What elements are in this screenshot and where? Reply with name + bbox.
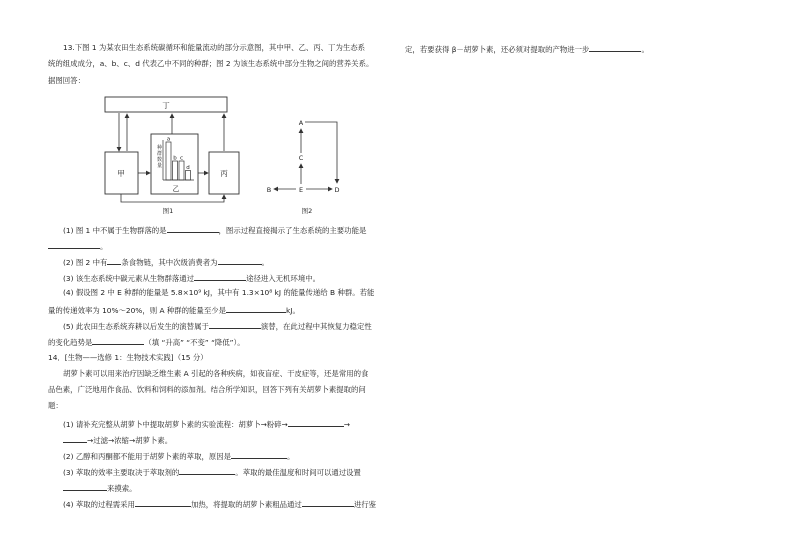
q13-sub4-text-c: kJ。 <box>286 306 300 315</box>
fig1-label-jia: 甲 <box>117 169 125 178</box>
q13-sub4-blank[interactable] <box>226 304 286 313</box>
q13-sub1-text-c: 。 <box>100 242 108 251</box>
q13-sub3 <box>63 272 320 284</box>
q14-sub1-text-c: →过滤→浓缩→胡萝卜素。 <box>87 436 173 445</box>
q14-sub3-blank-2[interactable] <box>63 482 107 491</box>
fig1-label-bing: 丙 <box>220 169 228 178</box>
q14-sub2-text-b: 。 <box>287 452 295 461</box>
q13-sub1-blank-1[interactable] <box>167 224 219 233</box>
q14-sub4-text-c: 进行鉴 <box>353 500 377 509</box>
q14-sub1-blank-2[interactable] <box>63 434 87 443</box>
q13-sub2-blank-1[interactable] <box>107 256 121 265</box>
q13-sub4-line1: (4) 假设图 2 中 E 种群的能量是 5.8×10⁹ kJ，其中有 1.3×10⁸ kJ 的能量传递给 B 种群。若能 <box>63 288 375 297</box>
right-column-blank[interactable] <box>589 43 641 52</box>
q14-sub3-text-b: 。萃取的最佳温度和时间可以通过设置 <box>235 468 361 477</box>
fig1-ylabel: 种 群 数 量 <box>157 145 163 169</box>
fig1-label-ding: 丁 <box>162 101 170 110</box>
q14-sub2-text-a: (2) 乙醇和丙酮都不能用于胡萝卜素的萃取，原因是 <box>63 452 232 461</box>
q13-sub2-text-a: (2) 图 2 中有 <box>63 258 108 267</box>
q14-sub4-blank-2[interactable] <box>302 498 354 507</box>
q14-sub3-text-a: (3) 萃取的效率主要取决于萃取剂的 <box>63 468 180 477</box>
q13-sub1-line1 <box>63 224 366 236</box>
right-column-text-a: 定，若要获得 β－胡萝卜素，还必须对提取的产物进一步 <box>405 45 590 54</box>
q14-sub3-line2 <box>63 482 137 494</box>
q13-sub2-text-b: 条食物链，其中次级消费者为 <box>121 258 218 267</box>
fig2-node-b: B <box>266 186 272 194</box>
q14-sub4-text-a: (4) 萃取的过程需采用 <box>63 500 135 509</box>
fig2-arrow-a-to-d <box>305 122 337 183</box>
q13-sub5-text-b: 演替，在此过程中其恢复力稳定性 <box>260 322 372 331</box>
q13-sub5-text-d: （填 “升高” “不变” “降低”）。 <box>144 338 245 347</box>
fig1-box-bing <box>209 152 239 194</box>
q13-intro-line-2: 统的组成成分，a、b、c、d 代表乙中不同的种群；图 2 为该生态系统中部分生物之间的营养关系。 <box>48 59 374 68</box>
q14-sub2-blank[interactable] <box>231 450 287 459</box>
fig1-bar-d <box>186 171 191 181</box>
q14-sub4-text-b: 加热，将提取的胡萝卜素粗品通过 <box>190 500 302 509</box>
q14-sub2 <box>63 450 294 462</box>
q13-sub5-blank-1[interactable] <box>209 320 261 329</box>
q14-sub4 <box>63 498 376 510</box>
q14-sub1-text-b: → <box>343 420 350 429</box>
q13-sub4-text-b: 量的传递效率为 10%～20%，则 A 种群的能量至少是 <box>48 306 226 315</box>
q13-intro-line-3: 据图回答： <box>48 76 85 85</box>
q13-sub2 <box>63 256 269 268</box>
q14-sub3-line1 <box>63 466 361 478</box>
q14-sub1-blank-1[interactable] <box>288 418 344 427</box>
fig1-box-yi <box>151 134 198 194</box>
q13-sub5-text-c: 的变化趋势是 <box>48 338 93 347</box>
q14-sub1-text-a: (1) 请补充完整从胡萝卜中提取胡萝卜素的实验流程：胡萝卜→粉碎→ <box>63 420 288 429</box>
q13-sub4-line2 <box>48 304 300 316</box>
q13-sub5-line2 <box>48 336 245 348</box>
q14-para-line-2: 品色素，广泛地用作食品、饮料和饲料的添加剂。结合所学知识，回答下列有关胡萝卜素提取的问 <box>48 385 366 394</box>
q13-sub3-text-a: (3) 该生态系统中碳元素从生物群落通过 <box>63 274 195 283</box>
q14-sub3-blank-1[interactable] <box>179 466 235 475</box>
q13-sub5-line1 <box>63 320 372 332</box>
q13-sub3-blank[interactable] <box>194 272 246 281</box>
fig2-node-c: C <box>298 154 304 162</box>
fig1-arrow-jia-to-bing-bottom <box>121 194 224 202</box>
fig1-bar-c <box>179 161 184 180</box>
fig2-caption: 图2 <box>301 207 313 215</box>
fig1-box-jia <box>105 152 138 194</box>
fig1-bar-a <box>166 142 171 180</box>
q14-para-line-1: 胡萝卜素可以用来治疗因缺乏维生素 A 引起的各种疾病，如夜盲症、干皮症等，还是常用的食 <box>63 369 369 378</box>
fig2-node-e: E <box>298 186 304 194</box>
right-column-text-b: 。 <box>641 45 649 54</box>
q13-intro-line-1: 13.下图 1 为某农田生态系统碳循环和能量流动的部分示意图，其中甲、乙、丙、丁为生态系 <box>63 43 366 52</box>
right-column-line-1 <box>405 43 649 55</box>
q14-sub3-text-c: 来摸索。 <box>107 484 137 493</box>
q13-sub5-text-a: (5) 此农田生态系统弃耕以后发生的演替属于 <box>63 322 209 331</box>
fig1-caption: 图1 <box>162 207 174 215</box>
q13-sub1-text-b: ，图示过程直接揭示了生态系统的主要功能是 <box>218 226 367 235</box>
fig1-box-ding <box>105 97 227 112</box>
fig1-bar-b <box>173 161 178 180</box>
q14-title: 14．[生物——选修 1：生物技术实践]（15 分） <box>48 353 208 362</box>
q13-sub2-blank-2[interactable] <box>218 256 262 265</box>
q13-sub1-text-a: (1) 图 1 中不属于生物群落的是 <box>63 226 167 235</box>
q14-para-line-3: 题： <box>48 401 63 410</box>
fig1-bar-label-c: c <box>179 155 184 162</box>
q13-sub1-line2 <box>48 240 107 252</box>
q14-sub1-line2 <box>63 434 172 446</box>
q14-sub1-line1 <box>63 418 350 430</box>
q13-sub3-text-b: 途径进入无机环境中。 <box>246 274 320 283</box>
q13-sub5-blank-2[interactable] <box>92 336 144 345</box>
q13-sub1-blank-2[interactable] <box>48 240 100 249</box>
fig2-node-d: D <box>334 186 340 194</box>
fig1-bar-label-a: a <box>166 136 171 143</box>
fig1-bar-label-d: d <box>186 165 190 171</box>
fig1-bar-label-b: b <box>173 155 177 162</box>
fig1-label-yi: 乙 <box>172 185 180 193</box>
q14-sub4-blank-1[interactable] <box>135 498 191 507</box>
fig2-node-a: A <box>298 119 304 127</box>
q13-sub2-text-c: 。 <box>261 258 269 267</box>
fig1-mini-chart <box>157 137 194 181</box>
